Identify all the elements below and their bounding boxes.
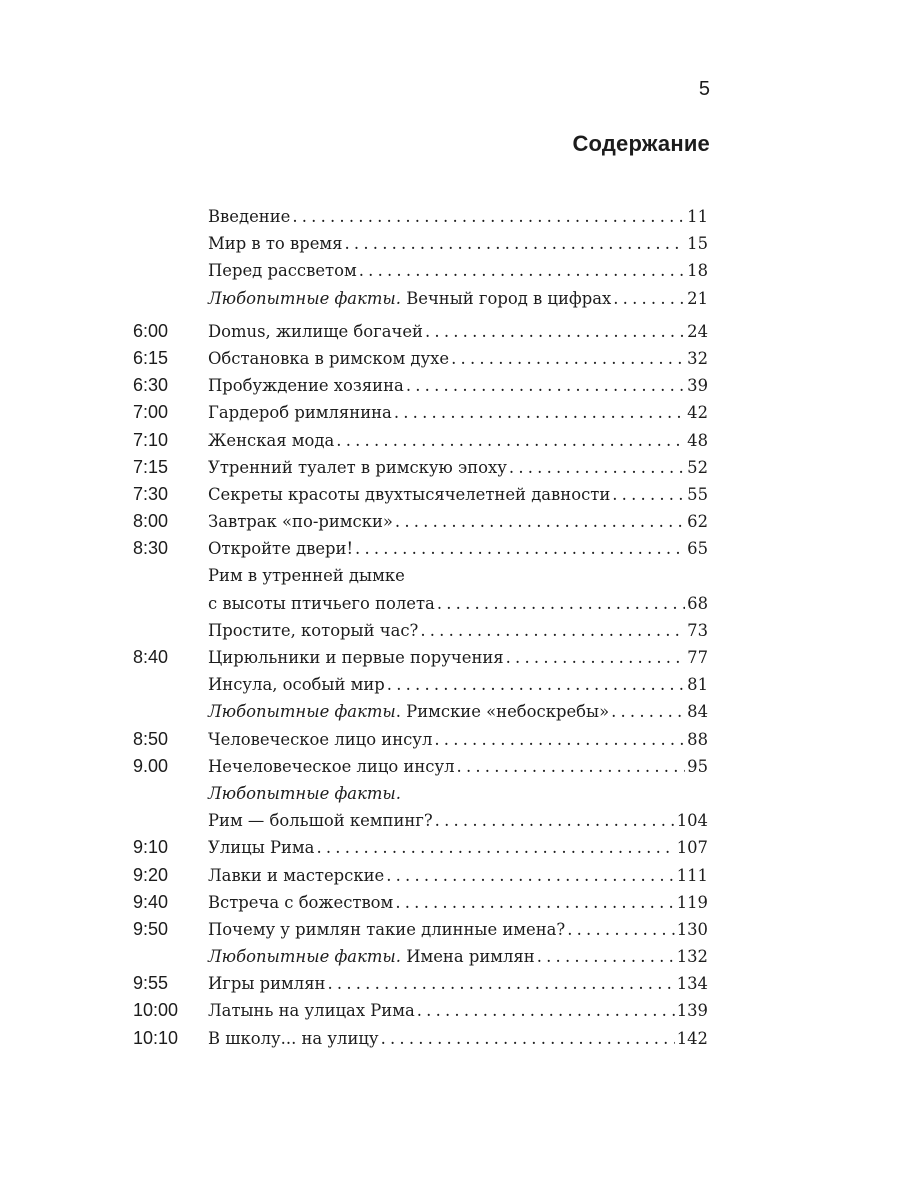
toc-entry (133, 997, 708, 1024)
entry-time: 7:30 (133, 483, 169, 504)
entry-title-text: Почему у римлян такие длинные имена? (208, 919, 566, 939)
entry-page-number: 88 (687, 729, 708, 749)
toc-entry (133, 508, 708, 535)
entry-title-text: с высоты птичьего полета (208, 593, 435, 613)
entry-title (208, 454, 507, 481)
entry-title (208, 508, 393, 535)
entry-time: 8:30 (133, 538, 169, 559)
entry-title-text: Рим — большой кемпинг? (208, 811, 433, 831)
entry-page-number: 55 (687, 484, 708, 504)
entry-title-text: Цирюльники и первые поручения (208, 648, 504, 667)
entry-title (208, 1025, 379, 1052)
entry-page-number: 68 (687, 593, 708, 613)
entry-page-number: 73 (687, 620, 708, 640)
entry-title-text: . Римские «небоскребы» (395, 702, 610, 722)
entry-title-text: Простите, который час? (208, 620, 419, 640)
entry-page-number: 24 (687, 321, 708, 341)
entry-title-text: Завтрак «по-римски» (208, 512, 393, 532)
entry-title (208, 318, 423, 345)
toc-entry (133, 590, 708, 617)
toc-entry (133, 889, 708, 916)
dot-leader (292, 203, 685, 230)
dot-leader (417, 997, 675, 1024)
dot-leader (434, 726, 685, 753)
entry-title-text: Пробуждение хозяина (208, 376, 404, 396)
entry-time: 8:40 (133, 647, 169, 667)
toc-entry (133, 726, 708, 753)
entry-title-text: Человеческое лицо инсул (208, 729, 433, 749)
dot-leader (506, 644, 686, 671)
entry-page-number: 104 (676, 811, 708, 831)
toc-entry (133, 481, 708, 508)
dot-leader (395, 889, 674, 916)
entry-title-text: Встреча с божеством (208, 892, 394, 912)
entry-title (208, 399, 392, 426)
entry-time: 8:50 (133, 728, 169, 749)
toc-entry (133, 562, 708, 589)
entry-page-number: 132 (676, 947, 708, 967)
entry-time: 6:00 (133, 320, 169, 341)
toc-entry (133, 617, 708, 644)
entry-title-text: Domus, жилище богачей (208, 321, 423, 341)
entry-page-number: 134 (676, 974, 708, 994)
entry-title-text: Игры римлян (208, 974, 326, 994)
entry-time: 9:20 (133, 864, 169, 885)
dot-leader (394, 399, 685, 426)
toc-entry (133, 257, 708, 284)
dot-leader (611, 698, 685, 725)
toc-entry (133, 807, 708, 834)
entry-title (208, 257, 357, 284)
entry-title (208, 698, 609, 725)
entry-title (208, 590, 435, 617)
entry-title-text: Перед рассветом (208, 261, 357, 281)
entry-title-text: Имена римлян (400, 947, 535, 967)
entry-page-number: 139 (676, 1001, 708, 1021)
toc-entry (133, 1025, 708, 1052)
entry-time: 9:10 (133, 837, 169, 858)
toc-entry (133, 644, 708, 671)
entry-page-number: 52 (687, 457, 708, 477)
entry-italic-prefix: Любопытные факты (208, 702, 396, 722)
dot-leader (437, 590, 685, 617)
entry-italic-prefix: Любопытные факты. (208, 288, 401, 308)
entry-title-text: Нечеловеческое лицо инсул (208, 756, 455, 776)
entry-page-number: 111 (676, 865, 708, 885)
entry-page-number: 42 (687, 403, 708, 423)
entry-title-text: Рим в утренней дымке (208, 566, 405, 586)
entry-title-text: В школу... на улицу (208, 1028, 379, 1048)
toc-entry (133, 230, 708, 257)
entry-page-number: 62 (687, 512, 708, 532)
entry-title (208, 807, 433, 834)
entry-title-text: Улицы Рима (208, 838, 315, 858)
toc-entry (133, 427, 708, 454)
dot-leader (316, 834, 674, 861)
entry-title (208, 617, 418, 644)
dot-leader (345, 230, 686, 257)
toc-entry (133, 862, 708, 889)
entry-title (208, 943, 535, 970)
entry-time: 9:50 (133, 918, 169, 939)
entry-title-text: Секреты красоты двухтысячелетней давности (208, 484, 611, 504)
entry-title (208, 916, 565, 943)
entry-title (208, 970, 325, 997)
entry-time: 9:55 (133, 973, 169, 994)
entry-title-text: Лавки и мастерские (208, 865, 385, 885)
table-of-contents (133, 203, 708, 1052)
dot-leader (359, 257, 685, 284)
entry-page-number: 39 (687, 376, 708, 396)
entry-title (208, 562, 405, 589)
entry-page-number: 95 (687, 756, 708, 776)
entry-page-number: 48 (687, 430, 708, 450)
entry-title-text: Гардероб римлянина (208, 403, 392, 423)
entry-page-number: 32 (687, 348, 708, 368)
entry-title-text: Откройте двери! (208, 539, 354, 559)
toc-entry (133, 203, 708, 230)
entry-time: 6:15 (133, 347, 169, 368)
dot-leader (327, 970, 674, 997)
entry-title (208, 481, 610, 508)
toc-entry (133, 318, 708, 345)
toc-entry (133, 454, 708, 481)
dot-leader (355, 535, 685, 562)
entry-page-number: 107 (676, 838, 708, 858)
entry-title (208, 345, 449, 372)
entry-time: 9:40 (133, 891, 169, 912)
toc-entry (133, 970, 708, 997)
dot-leader (567, 916, 674, 943)
toc-entry (133, 285, 708, 312)
dot-leader (425, 318, 685, 345)
toc-entry (133, 399, 708, 426)
toc-heading: Содержание (572, 131, 710, 156)
entry-page-number: 77 (687, 648, 708, 667)
entry-title (208, 726, 432, 753)
entry-page-number: 15 (687, 234, 708, 254)
toc-entry (133, 834, 708, 861)
entry-title-text: Утренний туалет в римскую эпоху (208, 457, 507, 477)
entry-title-text: Вечный город в цифрах (400, 288, 612, 308)
entry-page-number: 130 (676, 919, 708, 939)
toc-entry (133, 698, 708, 725)
toc-entry (133, 943, 708, 970)
entry-page-number: 142 (676, 1028, 708, 1048)
entry-title-text: Введение (208, 207, 291, 226)
entry-time: 7:10 (133, 429, 169, 450)
entry-title-text: Латынь на улицах Рима (208, 1001, 415, 1021)
toc-entry (133, 535, 708, 562)
entry-title (208, 372, 404, 399)
entry-time: 7:00 (133, 402, 169, 423)
entry-time: 10:00 (133, 1000, 179, 1021)
entry-italic-prefix: Любопытные факты. (208, 947, 401, 967)
entry-title-text: Женская мода (208, 430, 335, 450)
entry-title (208, 889, 393, 916)
entry-title (208, 644, 504, 671)
entry-page-number: 65 (687, 539, 708, 559)
entry-title-text: Мир в то время (208, 234, 343, 254)
dot-leader (420, 617, 685, 644)
entry-page-number: 11 (687, 207, 708, 226)
entry-title (208, 997, 415, 1024)
dot-leader (457, 753, 686, 780)
dot-leader (509, 454, 685, 481)
toc-entry (133, 671, 708, 698)
dot-leader (435, 807, 675, 834)
entry-time: 6:30 (133, 375, 169, 396)
entry-title (208, 780, 401, 807)
entry-title (208, 285, 611, 312)
dot-leader (381, 1025, 675, 1052)
entry-title (208, 862, 384, 889)
toc-entry (133, 372, 708, 399)
entry-time: 9.00 (133, 755, 169, 776)
entry-title (208, 203, 290, 230)
dot-leader (336, 427, 685, 454)
page-number: 5 (698, 78, 710, 100)
dot-leader (406, 372, 685, 399)
entry-title-text: Инсула, особый мир (208, 675, 385, 695)
toc-entry (133, 780, 708, 807)
entry-time: 7:15 (133, 456, 169, 477)
dot-leader (387, 671, 685, 698)
entry-page-number: 84 (687, 702, 708, 722)
entry-time: 10:10 (133, 1027, 179, 1048)
dot-leader (537, 943, 675, 970)
entry-title (208, 230, 343, 257)
entry-title (208, 753, 455, 780)
dot-leader (612, 481, 685, 508)
dot-leader (395, 508, 685, 535)
dot-leader (451, 345, 685, 372)
dot-leader (386, 862, 675, 889)
entry-page-number: 18 (687, 261, 708, 281)
entry-title (208, 535, 353, 562)
toc-entry (133, 916, 708, 943)
entry-title (208, 671, 385, 698)
entry-title (208, 427, 334, 454)
toc-entry (133, 345, 708, 372)
toc-entry (133, 753, 708, 780)
entry-italic-prefix: Любопытные факты. (208, 783, 401, 803)
dot-leader (613, 285, 685, 312)
entry-page-number: 21 (687, 288, 708, 308)
entry-page-number: 81 (687, 675, 708, 695)
entry-time: 8:00 (133, 511, 169, 532)
entry-title (208, 834, 314, 861)
entry-page-number: 119 (676, 892, 708, 912)
entry-title-text: Обстановка в римском духе (208, 348, 450, 368)
